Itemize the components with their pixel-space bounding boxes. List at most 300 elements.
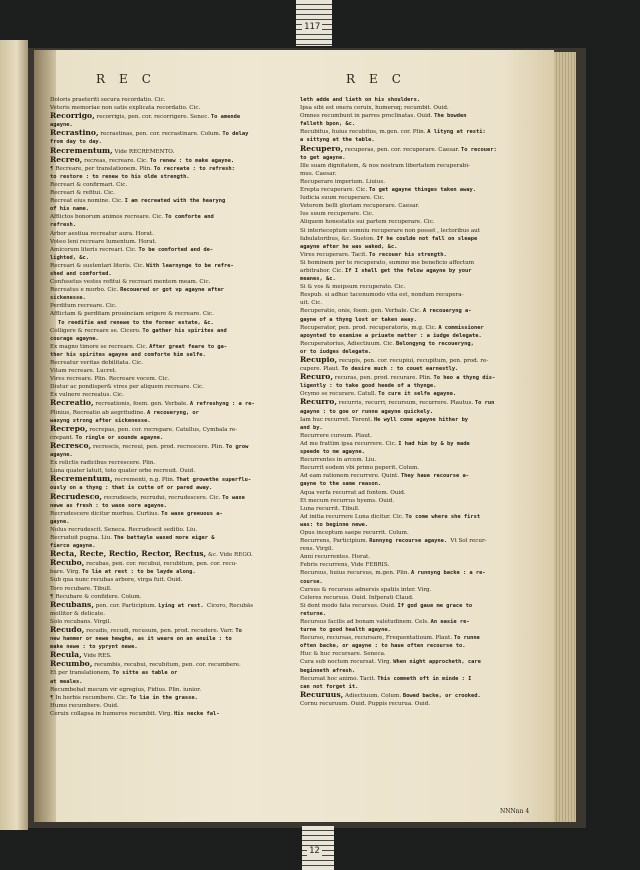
english-gloss: To cure it selfe agayne. (378, 391, 457, 398)
latin-text: Recuperatorius, Adiectiuum. Cic. (300, 340, 396, 347)
english-gloss: A recoueryng a- (422, 308, 472, 315)
english-gloss: newe as fresh : to waxe sore agayne. (50, 502, 167, 509)
english-gloss: A lityng at resti: (427, 129, 486, 136)
english-gloss: The battayle waxed more eiger & (113, 534, 215, 541)
entry-line (300, 259, 528, 267)
entry-line (50, 351, 278, 359)
english-gloss: agayne. (50, 122, 73, 129)
english-gloss: He wyll come agayne hither by (373, 416, 469, 423)
english-gloss: If I shall get the felow agayne by your (344, 267, 472, 274)
latin-text: Anni recurrentes. Horat. (300, 554, 371, 561)
english-gloss: speede to me agayne. (300, 449, 365, 456)
headword: Recta, Recte, Rectio, Rector, Rectus, (50, 550, 207, 559)
entry-line (50, 335, 278, 343)
english-gloss: sickenesse. (50, 295, 86, 302)
entry-line (300, 642, 528, 650)
headword: Recula, (50, 651, 82, 660)
entry-line (300, 610, 528, 618)
latin-text: Adiectiuum. Colum. (345, 692, 403, 699)
entry-line (300, 513, 528, 521)
entry-line (50, 660, 278, 669)
english-gloss: To amende (210, 114, 241, 121)
entry-line (300, 553, 528, 561)
entry-line (50, 702, 278, 710)
entry-line (50, 262, 278, 270)
latin-text: Recurso, recursas, recursare, Frequentatiuum. Plaut. (300, 635, 454, 642)
latin-text: recrepas, pen. cor. recrepare. Catullus, Cymbala re- (89, 426, 238, 433)
english-gloss: waxyng strong after sickenesse. (50, 417, 151, 424)
latin-text: Recubitus, huius recubitus, m.gen. cor. Plin. (300, 129, 428, 136)
entry-line (50, 710, 278, 718)
entry-line (300, 472, 528, 480)
signature-mark: NNNnn 4 (500, 808, 530, 815)
english-gloss: To waxe (222, 494, 245, 501)
entry-line (300, 112, 528, 120)
english-gloss: To gather his spirites and (142, 327, 227, 334)
latin-text: Vires recuperare. Tacit. (300, 251, 369, 258)
entry-line (300, 210, 528, 218)
latin-text: Erepta recuperare. Cic. (300, 187, 369, 194)
latin-text: recupis, pen. cor. recupiui, recupitum, pen. prod. re- (338, 358, 489, 364)
english-gloss: Lying at rest. (158, 602, 207, 609)
latin-text: Confusetus vestes refitui & recreari mentem meam. Cic. (50, 279, 211, 286)
latin-text: Aliquem honestatis sui partem recuperare. Cic. (300, 219, 435, 226)
latin-text: Recurrentes in arcem. Liu. (300, 457, 377, 464)
headword: Recudo, (50, 626, 85, 634)
entry-line (50, 475, 278, 484)
headword: Recrudesco, (50, 492, 103, 501)
latin-text: Et mecum recurrus hyems. Ouid. (300, 497, 395, 504)
latin-text: Ad eam rationem recurrere. Quint. (300, 473, 401, 480)
latin-text: molliter & delicate. (50, 610, 106, 617)
latin-text: mus. Caesar. (300, 170, 337, 177)
latin-text: crepant. (50, 434, 76, 441)
english-gloss: To renew : to make agayne. (149, 157, 235, 164)
entry-line (300, 96, 528, 104)
english-gloss: With learnynge to be refre- (146, 262, 234, 269)
latin-text: Toro recubare. Tibull. (50, 585, 112, 592)
latin-text: Aqua verfa recurrat ad fontem. Ouid. (300, 489, 406, 496)
english-gloss: To waxe greeuous a- (161, 510, 223, 517)
latin-text: Recuperare imperium. Liuius. (300, 178, 385, 185)
english-gloss: new hammer or newe hewghe, as it weare on an anuile : to (50, 636, 232, 643)
entry-line (50, 156, 278, 165)
english-gloss: gayne of a thyng lost or taken away. (300, 316, 417, 323)
latin-text: Cursus & recursus adnersis spatiis inter. Virg. (300, 586, 432, 593)
entry-line (50, 576, 278, 584)
latin-text: Si interieceptum somniu recuperare non posset , lectoribus aut (300, 227, 481, 234)
english-gloss: apoynted to examine a priuate matter : a iudge delegate. (300, 332, 482, 339)
entry-line (300, 267, 528, 275)
entry-line (50, 686, 278, 694)
headword: Recrastino, (50, 129, 99, 138)
entry-line (300, 700, 528, 708)
headword: Recuruus, (300, 690, 344, 699)
entry-line (300, 218, 528, 226)
entry-line (50, 434, 278, 442)
entry-line (300, 448, 528, 456)
entry-line (300, 561, 528, 569)
english-gloss: a sittyng at the table. (300, 137, 375, 144)
english-gloss: beginneth afresh. (300, 667, 356, 674)
entry-line (300, 178, 528, 186)
entry-line (50, 230, 278, 238)
entry-line (50, 618, 278, 626)
latin-text: Luna quater latuit, toto quater orbe recreuit. Ouid. (50, 468, 196, 475)
entry-line (50, 493, 278, 502)
latin-text: Recreari & sustentari literis. Cic. (50, 262, 147, 269)
latin-text: Recursus, huius recursus, m.gen. Plin. (300, 570, 412, 577)
entry-line (300, 569, 528, 577)
latin-text: Ad initia recurrere Luna dicitur. Cic. (300, 513, 406, 520)
english-gloss: gayne. (50, 518, 70, 525)
entry-line (50, 302, 278, 310)
latin-text: Afflictam & perditam prouinciam erigere & recreare. Cic. (50, 311, 214, 318)
entry-line (300, 373, 528, 382)
entry-line (50, 96, 278, 104)
english-gloss: A commissioner (438, 324, 484, 331)
latin-text: recrescis, recreui, pen. prod. recrescere. Plin. (93, 443, 226, 450)
english-gloss: from day to day. (50, 139, 102, 146)
latin-text: Veteris memoriae non satis explicata recordatio. Cic. (50, 105, 201, 112)
english-gloss: often backe, or agayne : to haue often recourse to. (300, 643, 466, 650)
headword: Recubo, (50, 559, 85, 568)
english-gloss: course. (300, 578, 323, 585)
latin-text: Arbor aestiua recreatur aura. Horat. (50, 230, 154, 237)
entry-line (50, 129, 278, 138)
entry-line (50, 568, 278, 576)
english-gloss: If god gaue me grace to (397, 602, 473, 609)
entry-line (50, 518, 278, 526)
ruler-top-label: 117 (304, 22, 321, 32)
entry-line (300, 202, 528, 210)
latin-text: Recursus facilis ad bonam valetudinem. Cels. (300, 619, 431, 625)
latin-text: Ipsa sibi est onera ceruix, humeroq; recumbit. Ouid. (300, 105, 449, 112)
english-gloss: To recreate : to refresh: (153, 165, 235, 172)
entry-line (50, 104, 278, 112)
entry-line (300, 316, 528, 324)
english-gloss: ously on a thyng : that is cutte of or pared away. (50, 485, 213, 492)
entry-line (300, 489, 528, 497)
english-gloss: To heo a thyng dis- (433, 375, 496, 382)
english-gloss: A runnyng backe : a re- (411, 570, 486, 577)
entry-line (50, 173, 278, 181)
latin-text: Doloris praeteriti secura recordatio. Cic. (50, 97, 166, 103)
latin-text: Cornu recuruum. Ouid. Puppis recurua. Ouid. (300, 700, 431, 707)
headword: Recresco, (50, 441, 92, 450)
english-gloss: I had him by & by made (398, 440, 470, 447)
english-gloss: can not forget it. (300, 683, 359, 690)
entry-line (300, 505, 528, 513)
headword: Recumbo, (50, 660, 93, 669)
entry-line (50, 678, 278, 686)
entry-line (50, 213, 278, 221)
entry-line (50, 585, 278, 593)
english-gloss: To recouer his strength. (368, 251, 447, 258)
latin-text: Ex magno timore se recreare. Cic. (50, 343, 150, 350)
latin-text: Recurrere cursum. Plaut. (300, 432, 372, 439)
dictionary-column-right (300, 96, 528, 708)
entry-line (50, 238, 278, 246)
entry-line (50, 286, 278, 294)
latin-text: recubas, pen. cor. recubui, recubitum, pen. cor. recu- (86, 561, 238, 568)
latin-text: uit. Cic. (300, 300, 323, 307)
entry-line (50, 643, 278, 651)
entry-line (50, 534, 278, 542)
entry-line (300, 154, 528, 162)
latin-text: Afflictos bonorum animos recreare. Cic. (50, 214, 166, 221)
latin-text: fabulatoribus, &c. Sueton. (300, 235, 377, 242)
latin-text: Recreari & confirmari. Cic. (50, 181, 128, 188)
entry-line (300, 398, 528, 407)
entry-line (50, 189, 278, 197)
entry-line (50, 327, 278, 335)
entry-line (300, 348, 528, 356)
english-gloss: If he coulde not fall on sleape (376, 235, 478, 242)
entry-line (300, 456, 528, 464)
entry-line (50, 542, 278, 550)
entry-line (300, 618, 528, 626)
entry-line (300, 683, 528, 691)
latin-text: pen. cor. Participium. (95, 602, 159, 609)
latin-text: Humo recumbere. Ouid. (50, 702, 119, 709)
entry-line (300, 104, 528, 112)
latin-text: Recuperatio, onis, foem. gen. Verbale. Cic. (300, 308, 423, 315)
entry-line (300, 416, 528, 424)
entry-line (50, 694, 278, 702)
english-gloss: When night approcheth, care (393, 659, 481, 666)
english-gloss: Runnyng recourse agayne. (369, 538, 451, 545)
entry-line (300, 243, 528, 251)
english-gloss: gayne to the same reason. (300, 481, 382, 488)
latin-text: Iudicia suum recuperare. Cic. (300, 195, 385, 202)
entry-line (50, 593, 278, 601)
entry-line (50, 221, 278, 229)
entry-line (50, 112, 278, 121)
entry-line (50, 165, 278, 173)
entry-line (50, 147, 278, 156)
english-gloss: or to iudges delegate. (300, 348, 372, 355)
entry-line (300, 145, 528, 154)
latin-text: Vires recreare. Plin. Recreare vocem. Cic. (50, 376, 170, 383)
entry-line (50, 319, 278, 327)
headword: Recurro, (300, 398, 337, 407)
latin-text: Recreari & refitui. Cic. (50, 190, 115, 197)
entry-line (50, 459, 278, 467)
english-gloss: To grow (225, 443, 249, 450)
headword: Recuro, (300, 373, 333, 382)
headword: Recorrigo, (50, 112, 95, 121)
english-gloss: returne. (300, 610, 326, 617)
latin-text: Opus inceptum saepe recurrit. Colum. (300, 529, 409, 536)
english-gloss: to restore : to renew to his olde strength. (50, 173, 190, 180)
latin-text: Plinius, Recreatio ab aegritudine. (50, 409, 147, 416)
english-gloss: To desire much : to couet earnestly. (341, 366, 459, 373)
latin-text: Ex relictis radicibus recrescere. Plin. (50, 460, 156, 467)
latin-text: bare. Virg. (50, 569, 82, 576)
entry-line (50, 270, 278, 278)
entry-line (300, 658, 528, 666)
latin-text: recorrigis, pen. cor. recorrigere. Senec. (96, 114, 211, 121)
latin-text: Si & vos & meipsum recuperato. Cic. (300, 284, 406, 291)
entry-line (300, 464, 528, 472)
latin-text: recudis, recudi, recusum, pen. prod. recudere. Varr. (86, 628, 236, 634)
entry-line (50, 526, 278, 534)
headword: Recrepo, (50, 424, 88, 433)
latin-text: Sub qua nunc recubas arbore, virga fuit. Ouid. (50, 577, 183, 584)
entry-line (50, 121, 278, 129)
latin-text: Febris recurrens, Vide FEBRIS. (300, 562, 390, 569)
latin-text: Celeres recursus. Ouid. Infperati Claud. (300, 594, 414, 601)
entry-line (300, 586, 528, 594)
entry-line (50, 417, 278, 425)
entry-line (50, 484, 278, 492)
headword: Recubans, (50, 600, 94, 609)
latin-text: Si dent modo fata recursus. Ouid. (300, 602, 398, 609)
entry-line (300, 251, 528, 259)
latin-text: Cicero, Recubās (206, 602, 254, 609)
latin-text: Solo recubans. Virgil. (50, 618, 112, 625)
entry-line (300, 432, 528, 440)
english-gloss: refresh. (50, 222, 76, 229)
english-gloss: A refreshyng : a re- (189, 401, 255, 408)
entry-line (300, 480, 528, 488)
latin-text: Ex vulnere recreatus. Cic. (50, 392, 124, 399)
latin-text: Nolus recrudescit. Seneca. Recrudescit seditio. Liu. (50, 526, 198, 533)
english-gloss: To runne (453, 635, 480, 642)
english-gloss: To lie in the grasse. (129, 694, 198, 701)
english-gloss: Bowed backe, or crooked. (402, 692, 481, 699)
entry-line (300, 283, 528, 291)
entry-line (50, 254, 278, 262)
latin-text: Et per translationem, (50, 670, 113, 677)
headword: Recrementum, (50, 475, 113, 484)
english-gloss: To delay (222, 131, 249, 138)
english-gloss: turne to good health agayne. (300, 627, 391, 634)
entry-line (50, 425, 278, 434)
headword: Recreatio, (50, 399, 94, 408)
english-gloss: falleth bpon, &c. (300, 121, 356, 128)
english-gloss: agayne after he was waked, &c. (300, 243, 398, 250)
latin-text: rens. Virgil. (300, 546, 334, 553)
latin-text: Colligere & recreare se. Cicero. (50, 327, 143, 334)
english-gloss: They haue recourse a- (400, 473, 469, 480)
entry-line (50, 205, 278, 213)
english-gloss: To lie at rest : to be layde along. (82, 569, 196, 576)
english-gloss: Recouered or got vp agayne after (120, 287, 224, 294)
running-head-left: REC (96, 72, 165, 86)
dictionary-column-left (50, 96, 278, 718)
english-gloss: and by. (300, 424, 323, 431)
entry-line (300, 650, 528, 658)
entry-line (300, 537, 528, 545)
latin-text: Iam huc recurret. Terent. (300, 416, 374, 423)
latin-text: Ad me frattim ipsa recurrere. Cic. (300, 440, 399, 447)
english-gloss: ligently : to take good heede of a thynge. (300, 383, 437, 390)
english-gloss: lighted, &c. (50, 254, 89, 261)
entry-line (50, 601, 278, 610)
latin-text: recuras, pen. prod. recurare. Plin. (334, 375, 434, 382)
latin-text: Ocymo se recurare. Catull. (300, 391, 379, 398)
english-gloss: An easie re- (430, 619, 470, 625)
entry-line (300, 545, 528, 553)
entry-line (50, 451, 278, 459)
latin-text: Recuperator, pen. prod. recuperatoris, m.g. Cic. (300, 324, 439, 331)
english-gloss: His necke fal- (174, 710, 220, 717)
english-gloss: This commeth oft in minde : I (377, 675, 472, 682)
entry-line (300, 578, 528, 586)
entry-line (300, 307, 528, 315)
entry-line (300, 324, 528, 332)
english-gloss: of his name. (50, 206, 89, 213)
entry-line (50, 502, 278, 510)
latin-text: Si hominem per te recuperato, summo me beneficio affectum (300, 259, 475, 266)
english-gloss: A recoueryng, or (147, 409, 199, 416)
english-gloss: Belongyng to recoueryng, (395, 340, 474, 347)
english-gloss: The bowden (434, 113, 467, 120)
entry-line (300, 382, 528, 390)
entry-line (300, 602, 528, 610)
entry-line (50, 278, 278, 286)
english-gloss: I am recreated with the hearyng (124, 198, 226, 205)
entry-line (50, 310, 278, 318)
entry-line (300, 529, 528, 537)
latin-text: Recreat eius nomine. Cic. (50, 198, 125, 205)
entry-line (300, 275, 528, 283)
entry-line (50, 467, 278, 475)
entry-line (300, 626, 528, 634)
latin-text: Vide RECREMENTO. (114, 148, 175, 155)
headword: Recreo, (50, 155, 83, 164)
latin-text: Voteo leni recreare lumentum. Horat. (50, 238, 157, 245)
latin-text: Respub. si adhuc tacenumodo vita est, nondum recupera- (300, 292, 464, 299)
entry-line (50, 138, 278, 146)
facing-page-edge (0, 40, 28, 830)
latin-text: recrudescis, recrudui, recrudescere. Cic. (103, 494, 223, 501)
latin-text: Vide RES. (83, 653, 112, 660)
english-gloss: at meales. (50, 678, 83, 685)
latin-text: Recreatus e morbo. Cic. (50, 287, 121, 294)
latin-text: Diutur ac pondisper& vires per aliquem recreare. Cic. (50, 384, 204, 391)
entry-line (300, 390, 528, 398)
latin-text: Recruduit pugna. Liu. (50, 534, 114, 541)
entry-line (300, 235, 528, 243)
latin-text: recreationis, foem. gen. Verbale. (95, 401, 190, 408)
entry-line (300, 365, 528, 373)
entry-line (300, 691, 528, 700)
latin-text: Vitam recreare. Lucret. (50, 368, 117, 375)
entry-line (300, 120, 528, 128)
english-gloss: ther his spirites agayne and comforte him selfe. (50, 351, 206, 358)
english-gloss: To come where she first (405, 513, 481, 520)
latin-text: cupere. Plaut. (300, 366, 342, 373)
latin-text: &c. Vide REGO. (207, 552, 253, 559)
entry-line (50, 343, 278, 351)
latin-text: Recreatur veritas debilitata. Cic. (50, 360, 143, 366)
headword: Recupero, (300, 144, 344, 153)
english-gloss: was: to beginne newe. (300, 521, 369, 528)
latin-text: Luna recurrit. Tibull. (300, 505, 360, 512)
entry-line (300, 299, 528, 307)
entry-line (50, 669, 278, 677)
latin-text: Recurrit eodem vbi primo peperit. Colum. (300, 465, 420, 472)
english-gloss: agayne : to goe or runne agayne quickely. (300, 408, 434, 415)
english-gloss: To be comforted and de- (138, 246, 214, 253)
english-gloss: agayne. (50, 452, 73, 459)
entry-line (300, 340, 528, 348)
latin-text: Huc & huc recursare. Seneca. (300, 651, 386, 658)
english-gloss: to get agayne. (300, 154, 346, 161)
